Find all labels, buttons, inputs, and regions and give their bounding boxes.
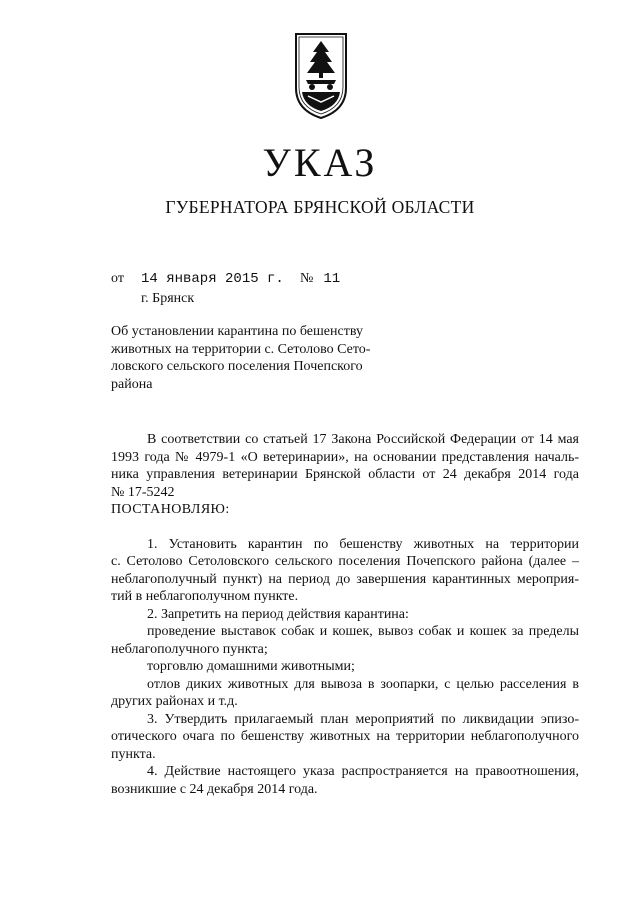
preamble-line: № 17-5242 [111, 484, 175, 500]
item-3-line: 3. Утвердить прилагаемый план мероприятий по ликвидации эпизо- [147, 711, 579, 727]
item-2-heading: 2. Запретить на период действия карантина: [147, 606, 409, 622]
subject-line: Об установлении карантина по бешенству [111, 324, 363, 339]
resolve-heading: ПОСТАНОВЛЯЮ: [111, 502, 230, 517]
document-title: УКАЗ [262, 140, 378, 185]
bryansk-coat-of-arms-icon [294, 32, 348, 122]
item-1-line: 1. Установить карантин по бешенству животных на территории [147, 536, 579, 552]
item-3-line: пункта. [111, 746, 156, 762]
document-subtitle: ГУБЕРНАТОРА БРЯНСКОЙ ОБЛАСТИ [165, 197, 475, 217]
decree-subject [111, 323, 391, 393]
item-2b-line: торговлю домашними животными; [147, 659, 355, 674]
preamble-line: В соответствии со статьей 17 Закона Российской Федерации от 14 мая [147, 432, 579, 447]
item-1-line: с. Сетолово Сетоловского сельского поселения Почепского района (далее – [111, 554, 579, 569]
decree-number: 11 [323, 271, 341, 287]
item-2a-line: неблагополучного пункта; [111, 641, 268, 657]
date-prefix: от [111, 271, 124, 286]
decree-meta [111, 270, 531, 310]
preamble-line: 1993 года № 4979-1 «О ветеринарии», на основании представления началь- [111, 449, 579, 465]
preamble-line: ника управления ветеринарии Брянской области от 24 декабря 2014 года [111, 467, 579, 482]
item-1-line: тий в неблагополучном пункте. [111, 589, 299, 604]
item-3-line: отического очага по бешенству животных на территории неблагополучного [111, 729, 579, 744]
item-1-line: неблагополучный пункт) на период до завершения карантинных мероприя- [111, 571, 579, 587]
item-2c-line: отлов диких животных для вывоза в зоопарки, с целью расселения в [147, 676, 579, 692]
item-2c-line: других районах и т.д. [111, 694, 238, 709]
subject-line: района [111, 376, 153, 392]
subject-line: животных на территории с. Сетолово Сето- [111, 341, 371, 357]
decree-date: 14 января 2015 г. [141, 271, 284, 287]
item-4-line: 4. Действие настоящего указа распространяется на правоотношения, [147, 764, 579, 779]
item-4-line: возникшие с 24 декабря 2014 года. [111, 781, 318, 797]
subject-line: ловского сельского поселения Почепского [111, 359, 363, 374]
decree-body [111, 431, 579, 798]
decree-city: г. Брянск [141, 291, 195, 306]
item-2a-line: проведение выставок собак и кошек, вывоз собак и кошек за пределы [147, 624, 579, 639]
number-prefix: № [300, 271, 314, 286]
